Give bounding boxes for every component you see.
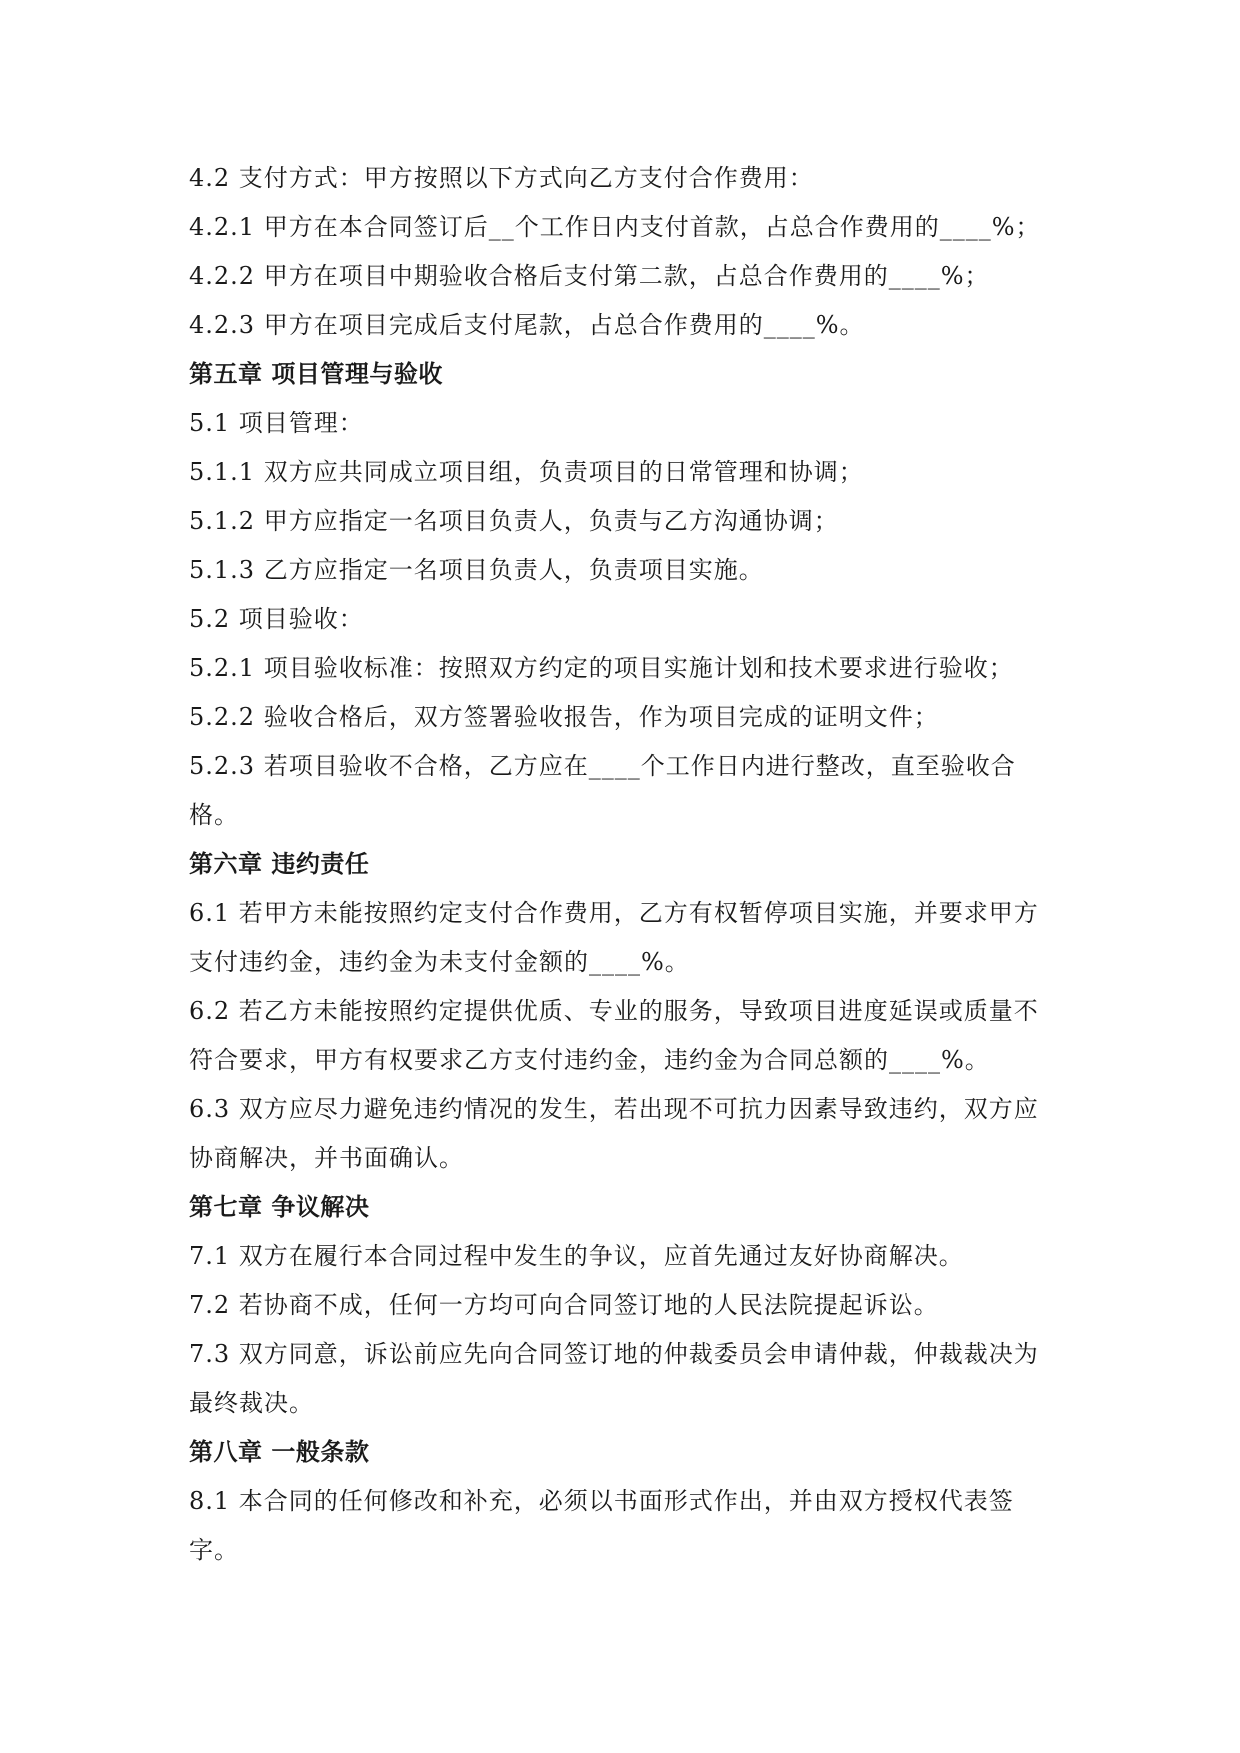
clause-paragraph	[189, 987, 1059, 1085]
clause-paragraph	[189, 644, 1059, 693]
clause-paragraph	[189, 693, 1059, 742]
clause-line: 5.1.2 甲方应指定一名项目负责人，负责与乙方沟通协调；	[189, 507, 839, 535]
clause-paragraph	[189, 889, 1059, 987]
clause-paragraph	[189, 1330, 1059, 1428]
clause-line: 字。	[189, 1536, 239, 1564]
chapter-heading	[189, 1428, 1059, 1477]
clause-line: 5.2.3 若项目验收不合格，乙方应在____个工作日内进行整改，直至验收合	[189, 752, 1016, 780]
chapter-heading-text: 第五章 项目管理与验收	[189, 360, 443, 388]
clause-paragraph	[189, 1477, 1059, 1575]
chapter-heading-text: 第六章 违约责任	[189, 850, 370, 878]
clause-line: 6.2 若乙方未能按照约定提供优质、专业的服务，导致项目进度延误或质量不	[189, 997, 1039, 1025]
clause-line: 5.1.1 双方应共同成立项目组，负责项目的日常管理和协调；	[189, 458, 864, 486]
chapter-heading	[189, 350, 1059, 399]
clause-line: 4.2.3 甲方在项目完成后支付尾款，占总合作费用的____%。	[189, 311, 865, 339]
clause-line: 格。	[189, 801, 239, 829]
contract-page	[189, 154, 1059, 1575]
clause-line: 符合要求，甲方有权要求乙方支付违约金，违约金为合同总额的____%。	[189, 1046, 990, 1074]
clause-line: 5.2 项目验收：	[189, 605, 364, 633]
clause-line: 5.2.1 项目验收标准：按照双方约定的项目实施计划和技术要求进行验收；	[189, 654, 1014, 682]
clause-paragraph	[189, 546, 1059, 595]
clause-line: 5.2.2 验收合格后，双方签署验收报告，作为项目完成的证明文件；	[189, 703, 939, 731]
document-body	[189, 154, 1059, 1575]
clause-line: 最终裁决。	[189, 1389, 314, 1417]
chapter-heading	[189, 840, 1059, 889]
chapter-heading-text: 第七章 争议解决	[189, 1193, 370, 1221]
clause-paragraph	[189, 154, 1059, 203]
clause-line: 4.2.1 甲方在本合同签订后__个工作日内支付首款，占总合作费用的____%；	[189, 213, 1041, 241]
clause-line: 7.1 双方在履行本合同过程中发生的争议，应首先通过友好协商解决。	[189, 1242, 964, 1270]
chapter-heading-text: 第八章 一般条款	[189, 1438, 370, 1466]
clause-line: 支付违约金，违约金为未支付金额的____%。	[189, 948, 690, 976]
clause-paragraph	[189, 1232, 1059, 1281]
clause-line: 4.2.2 甲方在项目中期验收合格后支付第二款，占总合作费用的____%；	[189, 262, 990, 290]
clause-paragraph	[189, 742, 1059, 840]
clause-line: 5.1.3 乙方应指定一名项目负责人，负责项目实施。	[189, 556, 764, 584]
clause-paragraph	[189, 252, 1059, 301]
clause-line: 6.3 双方应尽力避免违约情况的发生，若出现不可抗力因素导致违约，双方应	[189, 1095, 1039, 1123]
clause-paragraph	[189, 399, 1059, 448]
clause-line: 4.2 支付方式：甲方按照以下方式向乙方支付合作费用：	[189, 164, 814, 192]
clause-paragraph	[189, 1281, 1059, 1330]
clause-paragraph	[189, 301, 1059, 350]
clause-paragraph	[189, 595, 1059, 644]
clause-paragraph	[189, 497, 1059, 546]
clause-paragraph	[189, 448, 1059, 497]
clause-paragraph	[189, 203, 1059, 252]
clause-line: 6.1 若甲方未能按照约定支付合作费用，乙方有权暂停项目实施，并要求甲方	[189, 899, 1039, 927]
clause-line: 5.1 项目管理：	[189, 409, 364, 437]
clause-paragraph	[189, 1085, 1059, 1183]
clause-line: 8.1 本合同的任何修改和补充，必须以书面形式作出，并由双方授权代表签	[189, 1487, 1014, 1515]
clause-line: 7.3 双方同意，诉讼前应先向合同签订地的仲裁委员会申请仲裁，仲裁裁决为	[189, 1340, 1039, 1368]
chapter-heading	[189, 1183, 1059, 1232]
clause-line: 7.2 若协商不成，任何一方均可向合同签订地的人民法院提起诉讼。	[189, 1291, 939, 1319]
clause-line: 协商解决，并书面确认。	[189, 1144, 464, 1172]
